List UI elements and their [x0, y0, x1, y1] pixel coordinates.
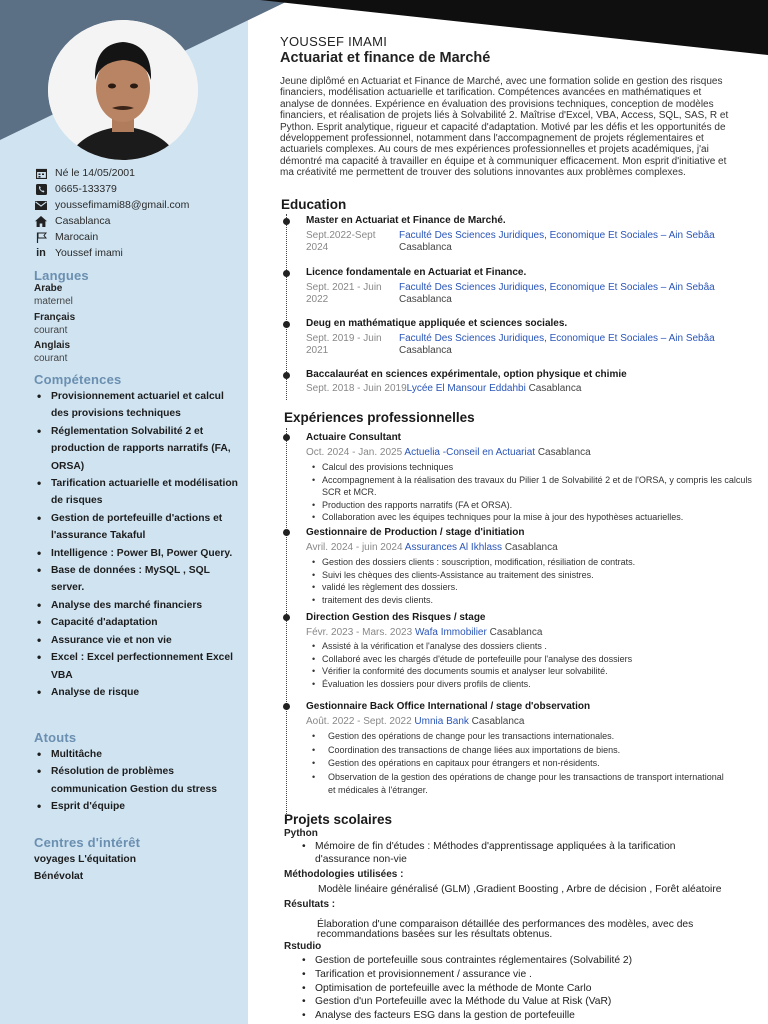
contact-city	[33, 213, 243, 229]
education-meta	[306, 383, 756, 395]
birth-text: Né le 14/05/2001	[55, 167, 135, 179]
experience-entry	[306, 527, 756, 606]
asset-item: • Multitâche	[34, 746, 244, 763]
projects-heading: Projets scolaires	[284, 812, 393, 827]
experience-bullet: • Coordination des transactions de change liées aux importations de biens.	[306, 744, 731, 758]
profile-summary: Jeune diplômé en Actuariat et Finance de Marché, avec une formation solide en gestion des risques financiers, modélisation actuarielle et tarification. Compétences avancées en mathématiques et analyse de données. Expérience en évaluation des provisions techniques, conception de modèles financiers, et réalisation de projets liés à Solvabilité 2. Maîtrise d'Excel, VBA, Access, SQL, SAS, R et Python. Esprit analytique, rigueur et capacité d'adaptation. Motivé par les défis et les opportunités de développement professionnel, notamment dans l'accompagnement de projets réglementaires et actuariels complexes. Au cours de mes expériences professionnelles et projets académiques, j'ai démontré ma capacité à travailler en équipe et à communiquer efficacement. Mon esprit d'initiative et ma créativité me permettent de trouver des solutions innovantes aux problèmes complexes.	[280, 76, 729, 179]
experience-bullet: • validé les règlement des dossiers.	[306, 581, 756, 594]
experience-meta	[306, 542, 756, 554]
experience-bullet: • Calcul des provisions techniques	[306, 461, 756, 474]
experience-bullet: • Gestion des opérations de change pour les transactions internationales.	[306, 730, 731, 744]
company-city: Casablanca	[504, 542, 558, 553]
rstudio-item: • Gestion de portefeuille sous contraintes réglementaires (Solvabilité 2)	[284, 954, 754, 968]
methods-text: Modèle linéaire généralisé (GLM) ,Gradient Boosting , Arbre de décision , Forêt aléatoire	[318, 884, 722, 895]
timeline-dot	[283, 434, 290, 441]
experience-timeline	[286, 428, 287, 820]
language-level: courant	[34, 353, 68, 364]
school-name[interactable]: Faculté Des Sciences Juridiques, Economique Et Sociales – Ain Sebâa	[399, 230, 715, 241]
profile-photo	[48, 20, 198, 160]
experience-bullet: • Collaboration avec les équipes techniques pour la mise à jour des hypothèses actuarielles.	[306, 511, 756, 524]
education-entry	[306, 318, 756, 356]
skill-item: • Gestion de portefeuille d'actions et l'assurance Takaful	[34, 510, 244, 545]
skills-section	[34, 372, 244, 701]
language-level: maternel	[34, 296, 73, 307]
timeline-dot	[283, 372, 290, 379]
skill-item: • Intelligence : Power BI, Power Query.	[34, 545, 244, 562]
interests-line: Bénévolat	[34, 871, 84, 882]
experience-bullets	[306, 556, 756, 606]
experience-bullet: • Évaluation les dossiers pour divers profils de clients.	[306, 678, 756, 691]
python-list	[284, 841, 754, 866]
rstudio-label: Rstudio	[284, 941, 322, 952]
education-school	[399, 230, 756, 253]
skill-item: • Réglementation Solvabilité 2 et production de rapports narratifs (FA, ORSA)	[34, 423, 244, 475]
experience-entry	[306, 701, 756, 798]
degree-title: Licence fondamentale en Actuariat et Finance.	[306, 267, 527, 278]
company-city: Casablanca	[471, 716, 525, 727]
experience-date: Avril. 2024 - juin 2024	[306, 542, 403, 553]
python-label: Python	[284, 828, 318, 839]
interests-heading: Centres d'intérêt	[34, 835, 141, 850]
skill-item: • Tarification actuarielle et modélisation de risques	[34, 475, 244, 510]
language-level: courant	[34, 325, 68, 336]
company-name[interactable]: Actuelia -Conseil en Actuariat	[404, 447, 536, 458]
experience-bullet: • Suivi les chèques des clients-Assistance au traitement des sinistres.	[306, 569, 756, 582]
education-meta	[306, 282, 756, 305]
experience-bullet: • Vérifier la conformité des documents soumis et analyser leur solvabilité.	[306, 665, 756, 678]
rstudio-item: • Analyse des facteurs ESG dans la gestion de portefeuille	[284, 1009, 754, 1023]
degree-title: Master en Actuariat et Finance de Marché.	[306, 215, 506, 226]
results-text: Élaboration d'une comparaison détaillée des performances des modèles, avec des recommandations basées sur les résultats obtenus.	[317, 919, 694, 940]
school-city: Casablanca	[399, 293, 452, 305]
timeline-dot	[283, 321, 290, 328]
asset-item: • Esprit d'équipe	[34, 798, 244, 815]
job-role: Direction Gestion des Risques / stage	[306, 612, 486, 623]
company-city: Casablanca	[489, 627, 543, 638]
experience-date: Août. 2022 - Sept. 2022	[306, 716, 412, 727]
education-meta	[306, 230, 756, 253]
school-name[interactable]: Faculté Des Sciences Juridiques, Economique Et Sociales – Ain Sebâa	[399, 333, 715, 344]
school-city: Casablanca	[528, 383, 582, 394]
interests-line: voyages L'équitation	[34, 854, 137, 865]
assets-section	[34, 730, 244, 816]
education-heading: Education	[281, 197, 347, 212]
experience-date: Févr. 2023 - Mars. 2023	[306, 627, 413, 638]
linkedin-text[interactable]: Youssef imami	[55, 247, 123, 259]
interests-section	[34, 835, 244, 885]
rstudio-item: • Tarification et provisionnement / assurance vie .	[284, 968, 754, 982]
linkedin-icon: in	[36, 246, 46, 259]
experience-bullet: • Assisté à la vérification et l'analyse des dossiers clients .	[306, 640, 756, 653]
company-name[interactable]: Umnia Bank	[414, 716, 469, 727]
degree-title: Deug en mathématique appliquée et sciences sociales.	[306, 318, 568, 329]
methods-label: Méthodologies utilisées :	[284, 869, 404, 880]
timeline-dot	[283, 614, 290, 621]
experience-bullet: • Accompagnement à la réalisation des travaux du Pilier 1 de Solvabilité 2 et de l'ORSA, y compris les calculs SCR et MCR.	[306, 474, 756, 499]
job-role: Gestionnaire de Production / stage d'initiation	[306, 527, 525, 538]
rstudio-item: • Optimisation de portefeuille avec la méthode de Monte Carlo	[284, 982, 754, 996]
timeline-dot	[283, 218, 290, 225]
skills-heading: Compétences	[34, 372, 122, 387]
city-text: Casablanca	[55, 215, 111, 227]
school-name[interactable]: Faculté Des Sciences Juridiques, Economique Et Sociales – Ain Sebâa	[399, 282, 715, 293]
experience-meta	[306, 447, 756, 459]
experience-bullets	[306, 461, 756, 524]
skill-item: • Excel : Excel perfectionnement Excel VBA	[34, 649, 244, 684]
experience-meta	[306, 716, 756, 728]
experience-bullet: • Production des rapports narratifs (FA et ORSA).	[306, 499, 756, 512]
flag-icon	[33, 231, 49, 243]
education-date: Sept. 2018 - Juin 2019	[306, 383, 407, 394]
education-school	[399, 333, 756, 356]
education-entry	[306, 215, 756, 253]
phone-icon	[33, 183, 49, 195]
nationality-text: Marocain	[55, 231, 99, 243]
languages-heading: Langues	[34, 268, 89, 283]
school-city: Casablanca	[399, 241, 452, 253]
experience-bullets	[306, 640, 756, 690]
education-date: Sept. 2019 - Juin 2021	[306, 333, 382, 356]
job-title: Actuariat et finance de Marché	[280, 50, 491, 66]
company-name[interactable]: Assurances Al Ikhlass	[404, 542, 503, 553]
experience-meta	[306, 627, 756, 639]
home-icon	[33, 215, 49, 227]
experience-bullet: • Collaboré avec les chargés d'étude de portefeuille pour l'analyse des dossiers	[306, 653, 756, 666]
school-city: Casablanca	[399, 344, 452, 356]
job-role: Gestionnaire Back Office International / stage d'observation	[306, 701, 591, 712]
phone-text[interactable]: 0665-133379	[55, 183, 117, 195]
education-school	[399, 282, 756, 305]
skills-list	[34, 388, 244, 701]
experience-bullet: • traitement des devis clients.	[306, 594, 756, 607]
contact-email	[33, 197, 243, 213]
degree-title: Baccalauréat en sciences expérimentale, option physique et chimie	[306, 369, 627, 380]
education-meta	[306, 333, 756, 356]
experience-date: Oct. 2024 - Jan. 2025	[306, 447, 403, 458]
skill-item: • Provisionnement actuariel et calcul des provisions techniques	[34, 388, 244, 423]
results-label: Résultats :	[284, 899, 336, 910]
timeline-dot	[283, 529, 290, 536]
calendar-icon	[33, 167, 49, 179]
rstudio-list	[284, 954, 754, 1023]
rstudio-item: • Gestion d'un Portefeuille avec la Méthode du Value at Risk (VaR)	[284, 995, 754, 1009]
experience-bullet: • Gestion des opérations en capitaux pour étrangers et non-résidents.	[306, 757, 731, 771]
language-name: Français	[34, 312, 76, 323]
education-date: Sept.2022-Sept 2024	[306, 230, 376, 253]
timeline-dot	[283, 703, 290, 710]
timeline-dot	[283, 270, 290, 277]
experience-entry	[306, 432, 756, 524]
skill-item: • Analyse des marché financiers	[34, 597, 244, 614]
experience-entry	[306, 612, 756, 690]
language-name: Arabe	[34, 283, 63, 294]
assets-list	[34, 746, 244, 816]
contact-linkedin	[33, 245, 243, 261]
education-date: Sept. 2021 - Juin 2022	[306, 282, 382, 305]
company-city: Casablanca	[537, 447, 591, 458]
skill-item: • Base de données : MySQL , SQL server.	[34, 562, 244, 597]
experience-bullet: • Observation de la gestion des opérations de change pour les transactions de transport international et médicales à l'étranger.	[306, 771, 731, 798]
experience-heading: Expériences professionnelles	[284, 410, 475, 425]
projects-section	[284, 828, 754, 1023]
job-role: Actuaire Consultant	[306, 432, 402, 443]
skill-item: • Capacité d'adaptation	[34, 614, 244, 631]
python-item: • Mémoire de fin d'études : Méthodes d'apprentissage appliquées à la tarification d'assurance non-vie	[284, 841, 724, 866]
language-name: Anglais	[34, 340, 71, 351]
contact-nationality	[33, 229, 243, 245]
asset-item: • Résolution de problèmes communication Gestion du stress	[34, 763, 244, 798]
skill-item: • Analyse de risque	[34, 684, 244, 701]
email-text[interactable]: youssefimami88@gmail.com	[55, 199, 190, 211]
assets-heading: Atouts	[34, 730, 77, 745]
contact-phone	[33, 181, 243, 197]
envelope-icon	[33, 199, 49, 211]
experience-bullets	[306, 730, 731, 798]
experience-bullet: • Gestion des dossiers clients : souscription, modification, résiliation de contrats.	[306, 556, 756, 569]
contact-info	[33, 165, 243, 261]
education-entry	[306, 369, 756, 395]
school-name[interactable]: Lycée El Mansour Eddahbi	[406, 383, 526, 394]
contact-birth	[33, 165, 243, 181]
skill-item: • Assurance vie et non vie	[34, 632, 244, 649]
person-name: YOUSSEF IMAMI	[280, 34, 388, 49]
languages-section	[34, 268, 244, 365]
company-name[interactable]: Wafa Immobilier	[414, 627, 487, 638]
education-entry	[306, 267, 756, 305]
